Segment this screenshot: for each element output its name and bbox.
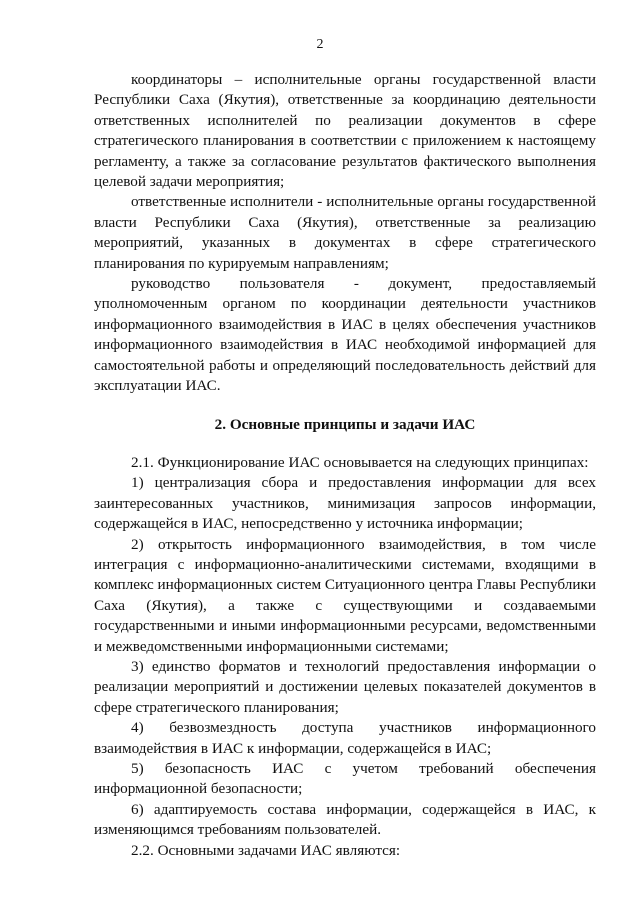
definition-user-manual: руководство пользователя - документ, предоставляемый уполномоченным органом по координации деятельности участников информационного взаимодействия в ИАС в целях обеспечения участников информационного взаимодействия в ИАС необходимой информацией для самостоятельной работы и определяющий последовательность действий для эксплуатации ИАС. — [94, 275, 596, 395]
principle-3: 3) единство форматов и технологий предоставления информации о реализации мероприятий и достижении целевых показателей документов в сфере стратегического планирования; — [94, 657, 596, 716]
page-number: 2 — [316, 37, 324, 52]
document-body — [94, 70, 596, 861]
section-heading: 2. Основные принципы и задачи ИАС — [214, 415, 476, 433]
definition-responsible-executors: ответственные исполнители - исполнительные органы государственной власти Республики Саха (Якутия), ответственные за реализацию мероприятий, указанных в документах в сфере стратегического планирования по курируемым направлениям; — [94, 193, 596, 272]
principle-2: 2) открытость информационного взаимодействия, в том числе интеграция с информационно-аналитическими системами, входящими в комплекс информационных систем Ситуационного центра Главы Республики Саха (Якутия), а также с существующими и создаваемыми государственными и иными информационными ресурсами, ведомственными и межведомственными информационными системами; — [94, 535, 596, 655]
principle-6: 6) адаптируемость состава информации, содержащейся в ИАС, к изменяющимся требованиям пользователей. — [94, 800, 596, 839]
principle-1: 1) централизация сбора и предоставления информации для всех заинтересованных участников, минимизация запросов информации, содержащейся в ИАС, непосредственно у источника информации; — [94, 474, 596, 533]
clause-2-2: 2.2. Основными задачами ИАС являются: — [131, 841, 401, 859]
principle-4: 4) безвозмездность доступа участников информационного взаимодействия в ИАС к информации, содержащейся в ИАС; — [94, 719, 596, 757]
principle-5: 5) безопасность ИАС с учетом требований обеспечения информационной безопасности; — [94, 760, 596, 798]
clause-2-1: 2.1. Функционирование ИАС основывается на следующих принципах: — [131, 453, 589, 471]
definition-coordinators: координаторы – исполнительные органы государственной власти Республики Саха (Якутия), ответственные за координацию деятельности ответственных исполнителей по реализации документов в сфере стратегического планирования в соответствии с приложением к настоящему регламенту, а также за согласование результатов фактического выполнения целевой задачи мероприятия; — [94, 71, 596, 191]
